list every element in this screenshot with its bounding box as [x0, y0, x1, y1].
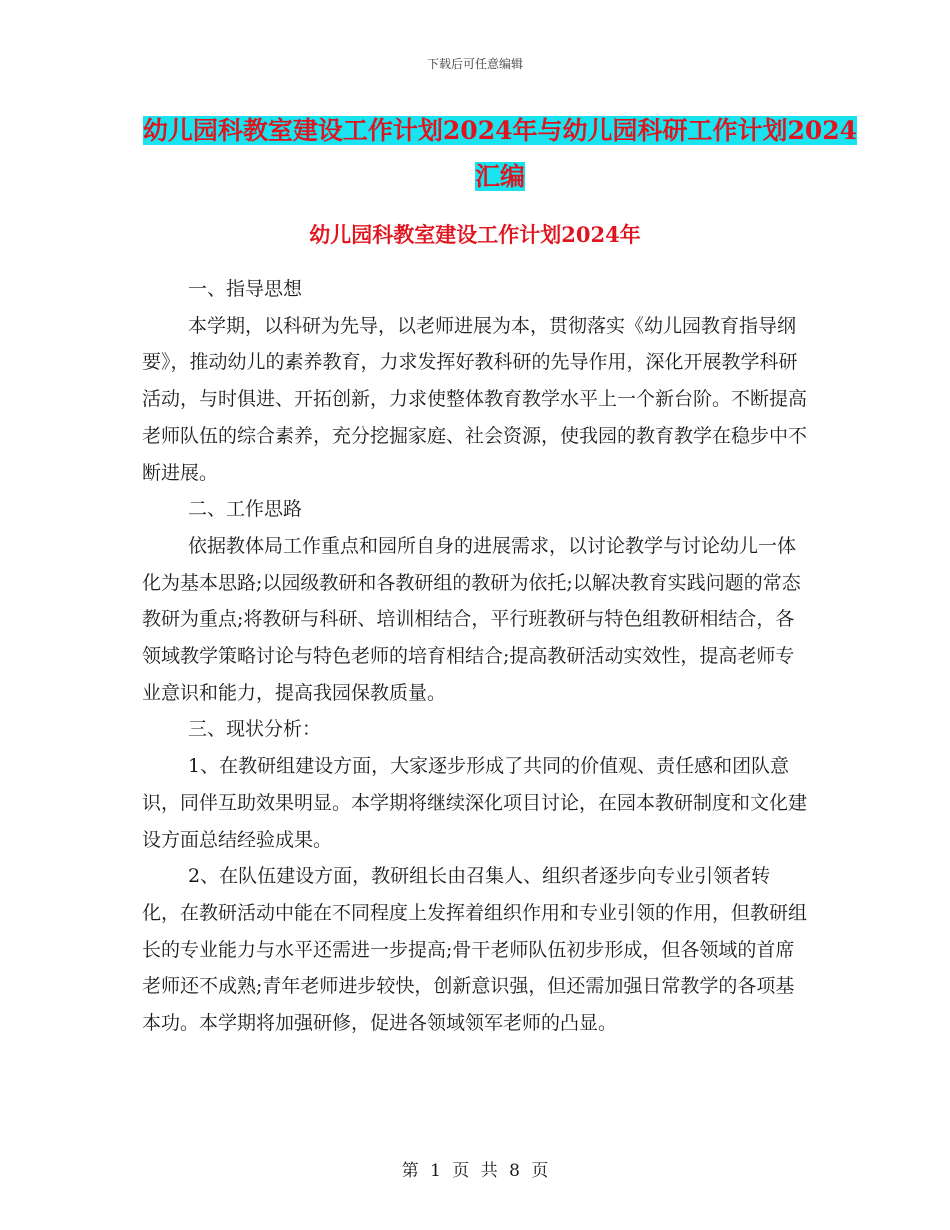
document-title — [140, 108, 860, 200]
heading-status-analysis: 三、现状分析： — [188, 718, 322, 741]
section-title: 幼儿园科教室建设工作计划2024年 — [309, 222, 641, 247]
body-text — [142, 271, 807, 1042]
page-number: 第 1 页 共 8 页 — [401, 1161, 549, 1181]
heading-work-approach: 二、工作思路 — [188, 498, 303, 521]
paragraph-guiding-ideology: 本学期，以科研为先导，以老师进展为本，贯彻落实《幼儿园教育指导纲要》，推动幼儿的素养教育，力求发挥好教科研的先导作用，深化开展教学科研活动，与时俱进、开拓创新，力求使整体教育教学水平上一个新台阶。不断提高老师队伍的综合素养，充分挖掘家庭、社会资源，使我园的教育教学在稳步中不断进展。 — [142, 314, 808, 484]
document-title-text: 幼儿园科教室建设工作计划2024年与幼儿园科研工作计划2024汇编 — [142, 116, 858, 191]
paragraph-staff-building: 2、在队伍建设方面，教研组长由召集人、组织者逐步向专业引领者转化，在教研活动中能在不同程度上发挥着组织作用和专业引领的作用，但教研组长的专业能力与水平还需进一步提高;骨干老师队伍初步形成，但各领域的首席老师还不成熟;青年老师进步较快，创新意识强，但还需加强日常教学的各项基本功。本学期将加强研修，促进各领域领军老师的凸显。 — [142, 865, 808, 1035]
paragraph-work-approach: 依据教体局工作重点和园所自身的进展需求，以讨论教学与讨论幼儿一体化为基本思路;以园级教研和各教研组的教研为依托;以解决教育实践问题的常态教研为重点;将教研与科研、培训相结合，平行班教研与特色组教研相结合，各领域教学策略讨论与特色老师的培育相结合;提高教研活动实效性，提高老师专业意识和能力，提高我园保教质量。 — [142, 534, 801, 704]
header-note: 下载后可任意编辑 — [426, 57, 523, 71]
paragraph-team-building: 1、在教研组建设方面，大家逐步形成了共同的价值观、责任感和团队意识，同伴互助效果明显。本学期将继续深化项目讨论，在园本教研制度和文化建设方面总结经验成果。 — [142, 755, 808, 851]
heading-guiding-ideology: 一、指导思想 — [188, 278, 303, 300]
